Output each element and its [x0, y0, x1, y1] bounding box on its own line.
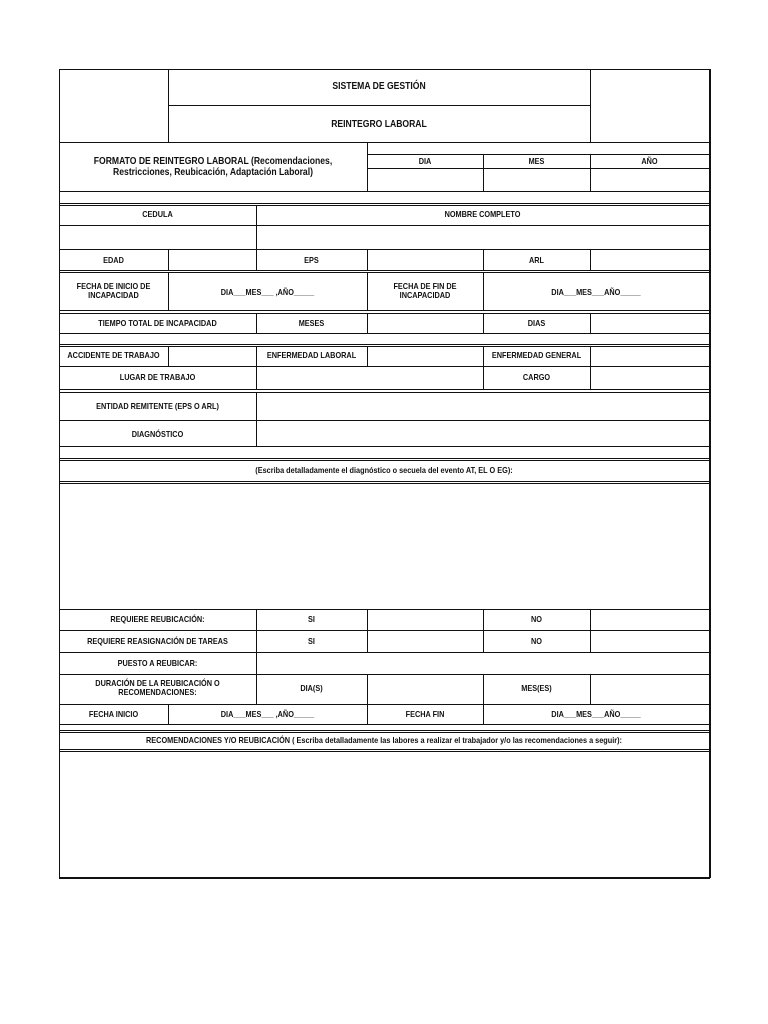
- arl-label: ARL: [528, 255, 545, 265]
- reubicacion-no-label: NO: [531, 614, 542, 624]
- eps-label: EPS: [304, 255, 319, 265]
- format-title-line2: Restricciones, Reubicación, Adaptación Laboral): [113, 167, 313, 178]
- form-grid-line: [590, 609, 591, 652]
- form-grid-line: [59, 270, 710, 271]
- form-grid-line: [256, 674, 257, 704]
- form-grid-line: [59, 310, 710, 311]
- tiempo-total-label: TIEMPO TOTAL DE INCAPACIDAD: [98, 318, 217, 328]
- fecha-fin-label: FECHA FIN: [405, 709, 445, 719]
- form-grid-line: [59, 704, 710, 705]
- form-grid-line: [256, 392, 257, 446]
- fecha-inicio-incapacidad-date: DIA___MES___ ,AÑO_____: [220, 287, 315, 297]
- form-grid-line: [59, 389, 710, 390]
- form-grid-line: [59, 460, 710, 461]
- form-grid-line: [590, 154, 591, 191]
- form-grid-line: [590, 346, 591, 366]
- form-grid-line: [59, 142, 710, 143]
- form-grid-line: [168, 346, 169, 366]
- form-grid-line: [590, 313, 591, 333]
- fecha-inicio-date: DIA___MES___ ,AÑO_____: [220, 709, 315, 719]
- form-grid-line: [168, 249, 169, 270]
- form-grid-line: [59, 392, 710, 393]
- form-grid-line: [367, 674, 368, 704]
- form-grid-line: [256, 205, 257, 249]
- fecha-inicio-incapacidad-line2: INCAPACIDAD: [88, 290, 139, 300]
- format-title-line1: FORMATO DE REINTEGRO LABORAL (Recomendaciones,: [93, 156, 333, 167]
- form-grid-line: [59, 724, 710, 725]
- form-grid-line: [59, 203, 710, 204]
- form-grid-line: [367, 154, 710, 155]
- form-grid-line: [256, 366, 257, 389]
- meses-label: MESES: [298, 318, 325, 328]
- puesto-reubicar-label: PUESTO A REUBICAR:: [117, 658, 198, 668]
- form-grid-line: [483, 272, 484, 310]
- form-grid-line: [59, 225, 710, 226]
- form-grid-line: [256, 249, 257, 270]
- form-grid-line: [59, 249, 710, 250]
- form-grid-line: [59, 446, 710, 447]
- form-grid-line: [483, 366, 484, 389]
- requiere-reubicacion-label: REQUIERE REUBICACIÓN:: [110, 614, 205, 624]
- dias-label: DIAS: [527, 318, 546, 328]
- form-grid-line: [59, 458, 710, 459]
- form-grid-line: [59, 730, 710, 731]
- form-grid-line: [483, 249, 484, 270]
- cargo-label: CARGO: [522, 372, 551, 382]
- form-grid-line: [367, 609, 368, 652]
- mes-label: MES: [528, 156, 545, 166]
- form-title: REINTEGRO LABORAL: [331, 119, 427, 130]
- form-grid-line: [59, 630, 710, 631]
- diagnostico-label: DIAGNÓSTICO: [131, 429, 184, 439]
- system-title: SISTEMA DE GESTIÓN: [332, 81, 426, 92]
- form-grid-line: [590, 674, 591, 704]
- form-grid-line: [367, 249, 368, 270]
- enfermedad-general-label: ENFERMEDAD GENERAL: [491, 350, 582, 360]
- form-grid-line: [483, 154, 484, 191]
- form-grid-line: [59, 366, 710, 367]
- edad-label: EDAD: [103, 255, 124, 265]
- form-grid-line: [590, 249, 591, 270]
- form-grid-line: [367, 346, 368, 366]
- form-grid-line: [59, 346, 710, 347]
- fecha-inicio-incapacidad-line1: FECHA DE INICIO DE: [76, 281, 151, 291]
- duracion-dias-label: DIA(S): [300, 683, 323, 693]
- form-grid-line: [59, 344, 710, 345]
- form-grid-line: [59, 191, 710, 192]
- form-grid-line: [59, 420, 710, 421]
- form-grid-line: [59, 333, 710, 334]
- requiere-reasignacion-label: REQUIERE REASIGNACIÓN DE TAREAS: [87, 636, 228, 646]
- form-grid-line: [367, 272, 368, 310]
- form-grid-line: [59, 272, 710, 273]
- form-grid-line: [256, 609, 257, 652]
- recomendaciones-instruccion: RECOMENDACIONES Y/O REUBICACIÓN ( Escriba detalladamente las labores a realizar el trabajador y/o las recomendaciones a seguir):: [146, 735, 622, 745]
- form-grid-line: [483, 313, 484, 333]
- form-grid-line: [256, 652, 257, 674]
- accidente-trabajo-label: ACCIDENTE DE TRABAJO: [67, 350, 160, 360]
- form-grid-line: [59, 313, 710, 314]
- form-grid-line: [59, 483, 710, 484]
- cedula-label: CEDULA: [142, 209, 173, 219]
- form-grid-line: [59, 481, 710, 482]
- form-grid-line: [59, 749, 710, 750]
- entidad-remitente-label: ENTIDAD REMITENTE (EPS O ARL): [96, 401, 219, 411]
- diagnostico-instruccion: (Escriba detalladamente el diagnóstico o secuela del evento AT, EL O EG):: [255, 465, 513, 475]
- enfermedad-laboral-label: ENFERMEDAD LABORAL: [266, 350, 357, 360]
- form-grid-line: [59, 674, 710, 675]
- form-grid-line: [59, 751, 710, 752]
- form-grid-line: [168, 272, 169, 310]
- form-grid-line: [59, 205, 710, 206]
- form-grid-line: [367, 168, 710, 169]
- fecha-fin-date: DIA___MES___AÑO_____: [551, 709, 641, 719]
- duracion-line2: RECOMENDACIONES:: [118, 687, 197, 697]
- form-grid-line: [256, 346, 257, 366]
- lugar-trabajo-label: LUGAR DE TRABAJO: [119, 372, 196, 382]
- reasignacion-si-label: SI: [308, 636, 315, 646]
- form-grid-line: [483, 704, 484, 724]
- form-grid-line: [590, 366, 591, 389]
- form-grid-line: [367, 142, 368, 191]
- form-grid-line: [168, 105, 591, 106]
- form-grid-line: [59, 652, 710, 653]
- form-grid-line: [483, 346, 484, 366]
- form-grid-line: [59, 877, 710, 879]
- fecha-fin-incapacidad-line2: INCAPACIDAD: [399, 290, 451, 300]
- fecha-fin-incapacidad-date: DIA___MES___AÑO_____: [551, 287, 641, 297]
- form-grid-line: [168, 704, 169, 724]
- form-grid-line: [483, 609, 484, 652]
- form-grid-line: [367, 704, 368, 724]
- reubicacion-si-label: SI: [308, 614, 315, 624]
- form-grid-line: [59, 732, 710, 733]
- fecha-fin-incapacidad-line1: FECHA DE FIN DE: [393, 281, 457, 291]
- duracion-meses-label: MES(ES): [521, 683, 552, 693]
- reasignacion-no-label: NO: [531, 636, 542, 646]
- form-grid-line: [59, 609, 710, 610]
- form-grid-line: [483, 674, 484, 704]
- form-grid-line: [59, 69, 710, 70]
- ano-label: AÑO: [641, 156, 658, 166]
- dia-label: DIA: [418, 156, 432, 166]
- form-grid-line: [367, 313, 368, 333]
- fecha-inicio-label: FECHA INICIO: [88, 709, 139, 719]
- form-grid-line: [256, 313, 257, 333]
- duracion-line1: DURACIÓN DE LA REUBICACIÓN O: [95, 678, 220, 688]
- nombre-completo-label: NOMBRE COMPLETO: [444, 209, 521, 219]
